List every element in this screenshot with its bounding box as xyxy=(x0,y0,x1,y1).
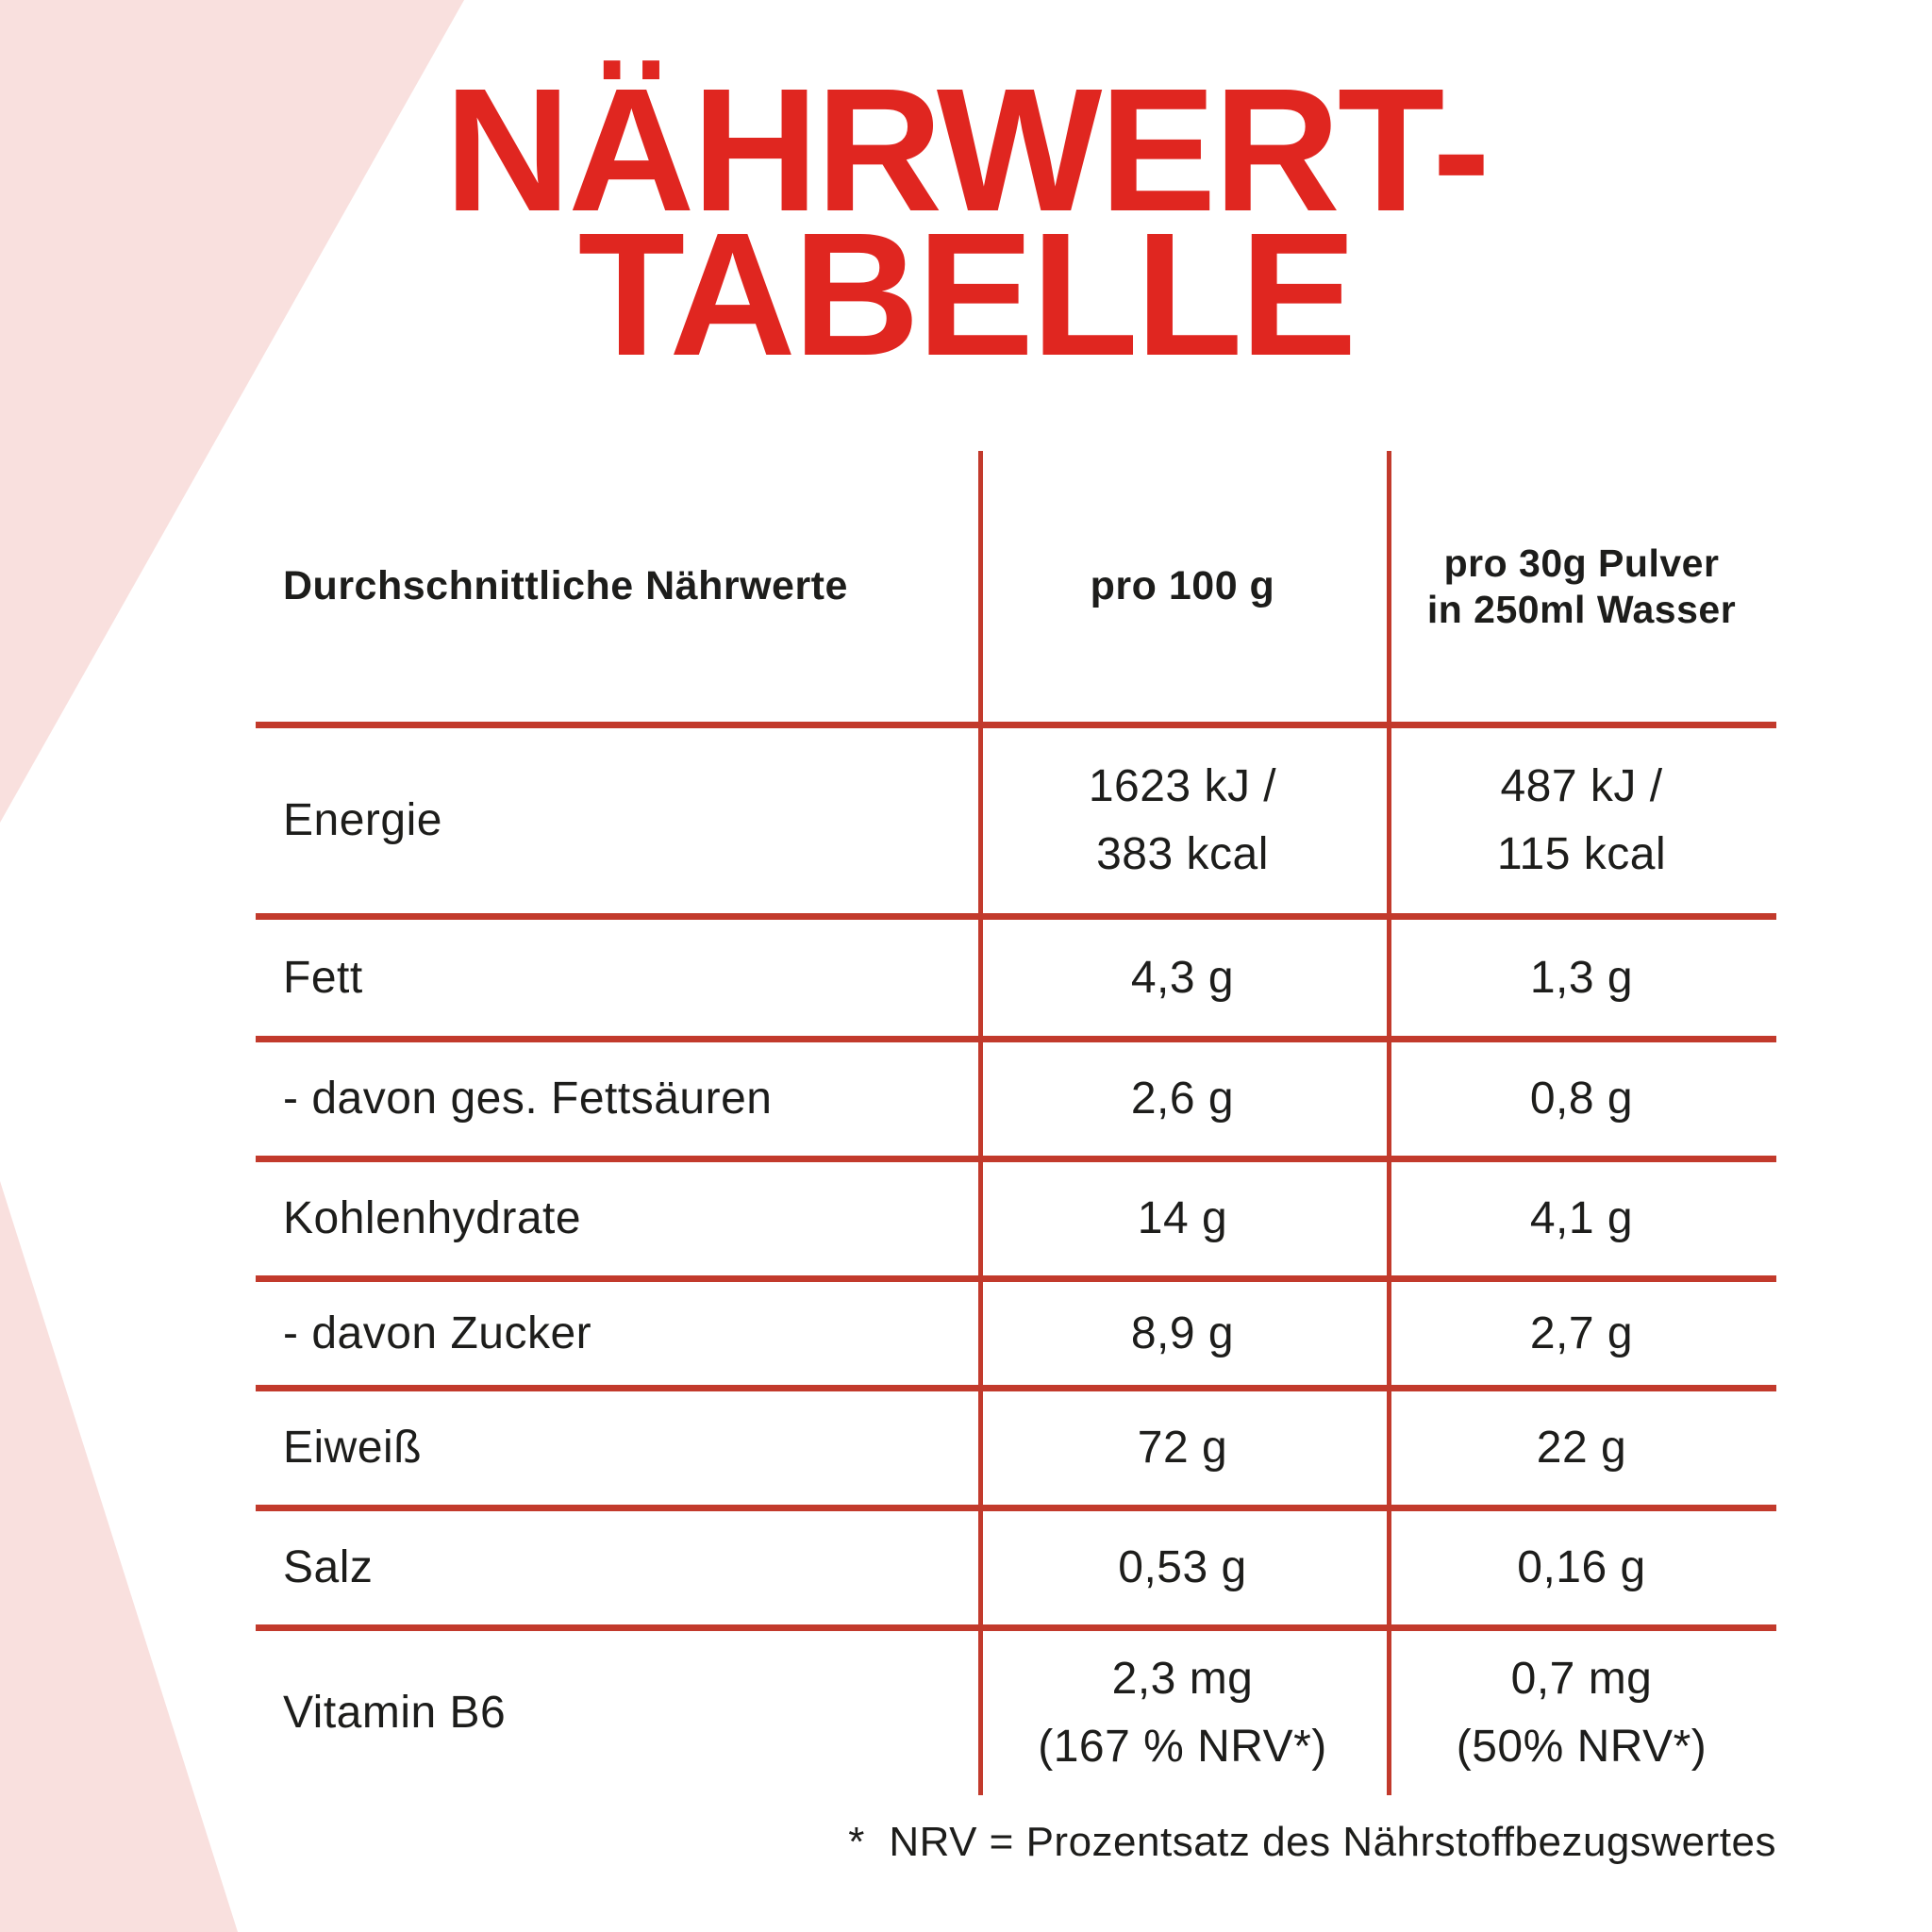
row-value-per100: 0,53 g xyxy=(1118,1542,1247,1592)
value-line: (50% NRV*) xyxy=(1456,1722,1707,1772)
row-value-per100: 2,6 g xyxy=(1130,1074,1235,1124)
row-label: Kohlenhydrate xyxy=(283,1193,582,1243)
table-row-energie xyxy=(256,722,1776,913)
row-value-per30: 4,1 g xyxy=(1529,1193,1634,1243)
header-per-30g-line2: in 250ml Wasser xyxy=(1426,587,1737,631)
row-value-per100: 4,3 g xyxy=(1130,952,1235,1003)
value-line: 2,3 mg xyxy=(1111,1654,1254,1704)
header-per-30g xyxy=(1387,451,1776,722)
page-title-line2: TABELLE xyxy=(577,196,1355,392)
table-row-vitamin-b6 xyxy=(256,1624,1776,1795)
page-title xyxy=(0,53,1932,392)
value-line: 0,7 mg xyxy=(1510,1654,1653,1704)
row-label: - davon Zucker xyxy=(283,1307,592,1358)
nrv-footnote: * NRV = Prozentsatz des Nährstoffbezugswertes xyxy=(848,1819,1776,1865)
value-line: 1623 kJ / xyxy=(1088,761,1277,811)
table-row-zucker xyxy=(256,1275,1776,1385)
row-label: Vitamin B6 xyxy=(283,1688,507,1738)
value-line: 115 kcal xyxy=(1496,829,1667,879)
row-value-per30: 22 g xyxy=(1536,1423,1627,1473)
header-per-30g-line1: pro 30g Pulver xyxy=(1443,541,1720,586)
row-label: - davon ges. Fettsäuren xyxy=(283,1074,773,1124)
row-value-per30: 1,3 g xyxy=(1529,952,1634,1003)
page-title-line1: NÄHRWERT- xyxy=(443,53,1489,248)
table-row-kohlenhydrate xyxy=(256,1156,1776,1275)
row-value-per30: 0,16 g xyxy=(1517,1542,1646,1592)
header-nutrients: Durchschnittliche Nährwerte xyxy=(283,562,848,608)
nutrition-table xyxy=(256,451,1776,1795)
pink-wedge-bottom-left xyxy=(0,1181,238,1932)
value-line: 487 kJ / xyxy=(1500,761,1663,811)
table-row-fettsaeuren xyxy=(256,1036,1776,1156)
row-label: Eiweiß xyxy=(283,1423,423,1473)
table-row-eiweiss xyxy=(256,1385,1776,1505)
row-value-per100: 14 g xyxy=(1137,1193,1228,1243)
row-label: Energie xyxy=(283,795,442,845)
value-line: (167 % NRV*) xyxy=(1038,1722,1327,1772)
row-value-per30: 2,7 g xyxy=(1529,1307,1634,1358)
row-value-per100: 8,9 g xyxy=(1130,1307,1235,1358)
row-label: Salz xyxy=(283,1542,374,1592)
row-value-per30 xyxy=(1387,728,1776,913)
row-value-per30 xyxy=(1387,1631,1776,1795)
row-value-per100: 72 g xyxy=(1137,1423,1228,1473)
table-rows xyxy=(256,451,1776,1795)
header-per-100g: pro 100 g xyxy=(1090,562,1275,608)
row-value-per100 xyxy=(978,728,1387,913)
row-value-per30: 0,8 g xyxy=(1529,1074,1634,1124)
table-row-fett xyxy=(256,913,1776,1036)
row-value-per100 xyxy=(978,1631,1387,1795)
table-header-row xyxy=(256,451,1776,722)
row-label: Fett xyxy=(283,952,363,1003)
table-row-salz xyxy=(256,1505,1776,1624)
value-line: 383 kcal xyxy=(1096,829,1269,879)
